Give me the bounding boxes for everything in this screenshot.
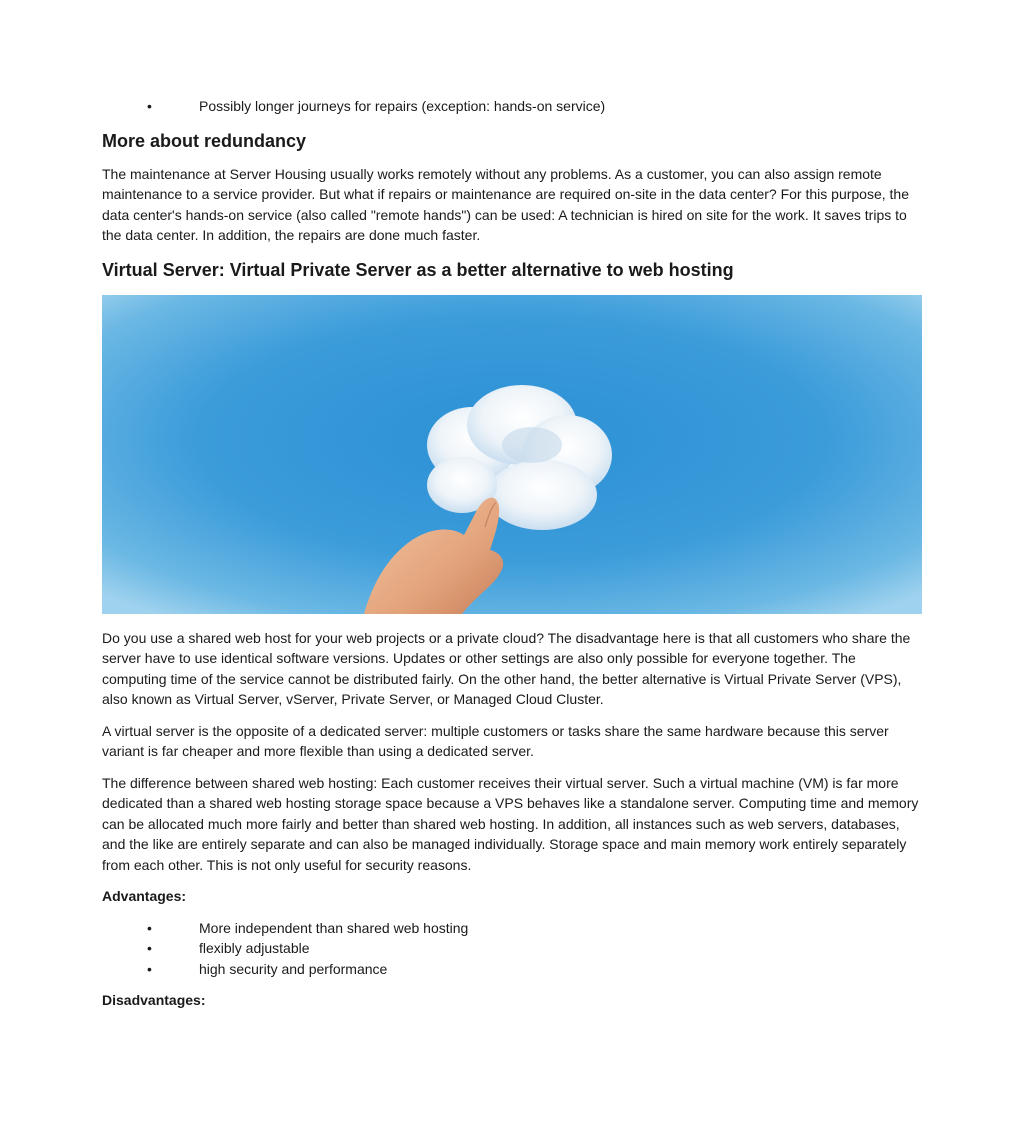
cloud-hand-image: [102, 295, 922, 614]
virtual-server-heading: Virtual Server: Virtual Private Server as a better alternative to web hosting: [102, 259, 734, 280]
vps-paragraph-1: Do you use a shared web host for your web projects or a private cloud? The disadvantage here is that all customers who share the server have to use identical software versions. Updates or other settings are also only possible for everyone together. The computing time of the service cannot be distributed fairly. On the other hand, the better alternative is Virtual Private Server (VPS), also known as Virtual Server, vServer, Private Server, or Managed Cloud Cluster.: [102, 629, 911, 707]
disadvantages-label: Disadvantages:: [102, 992, 206, 1008]
document-content: [102, 96, 924, 1011]
bullet-icon: •: [147, 940, 152, 956]
list-item: [102, 959, 924, 980]
list-item: [102, 918, 924, 939]
cloud-hand-illustration: [102, 295, 922, 614]
vps-paragraph-3: The difference between shared web hosting: Each customer receives their virtual server. Such a virtual machine (VM) is far more dedicated than a shared web hosting storage space because a VPS behaves like a standalone server. Computing time and memory can be allocated much more fairly and better than shared web hosting. In addition, all instances such as web servers, databases, and the like are entirely separate and can also be managed individually. Storage space and main memory work entirely separately from each other. This is not only useful for security reasons.: [102, 774, 919, 873]
list-item: [102, 96, 924, 117]
list-item-text: high security and performance: [199, 960, 388, 977]
list-item: [102, 938, 924, 959]
vps-paragraph-2: A virtual server is the opposite of a dedicated server: multiple customers or tasks share the same hardware because this server variant is far cheaper and more flexible than using a dedicated server.: [102, 722, 889, 759]
bullet-icon: •: [147, 98, 152, 114]
advantages-list: [102, 918, 924, 980]
bullet-icon: •: [147, 919, 152, 936]
redundancy-heading: More about redundancy: [102, 130, 307, 151]
list-item-text: flexibly adjustable: [199, 940, 310, 956]
list-item-text: More independent than shared web hosting: [199, 919, 469, 936]
advantages-label: Advantages:: [102, 888, 187, 904]
bullet-icon: •: [147, 960, 152, 977]
list-item-text: Possibly longer journeys for repairs (exception: hands-on service): [199, 98, 606, 114]
top-bullet-list: [102, 96, 924, 117]
redundancy-paragraph: The maintenance at Server Housing usually works remotely without any problems. As a customer, you can also assign remote maintenance to a service provider. But what if repairs or maintenance are required on-site in the data center? For this purpose, the data center's hands-on service (also called "remote hands") can be used: A technician is hired on site for the work. It saves trips to the data center. In addition, the repairs are done much faster.: [102, 165, 909, 243]
